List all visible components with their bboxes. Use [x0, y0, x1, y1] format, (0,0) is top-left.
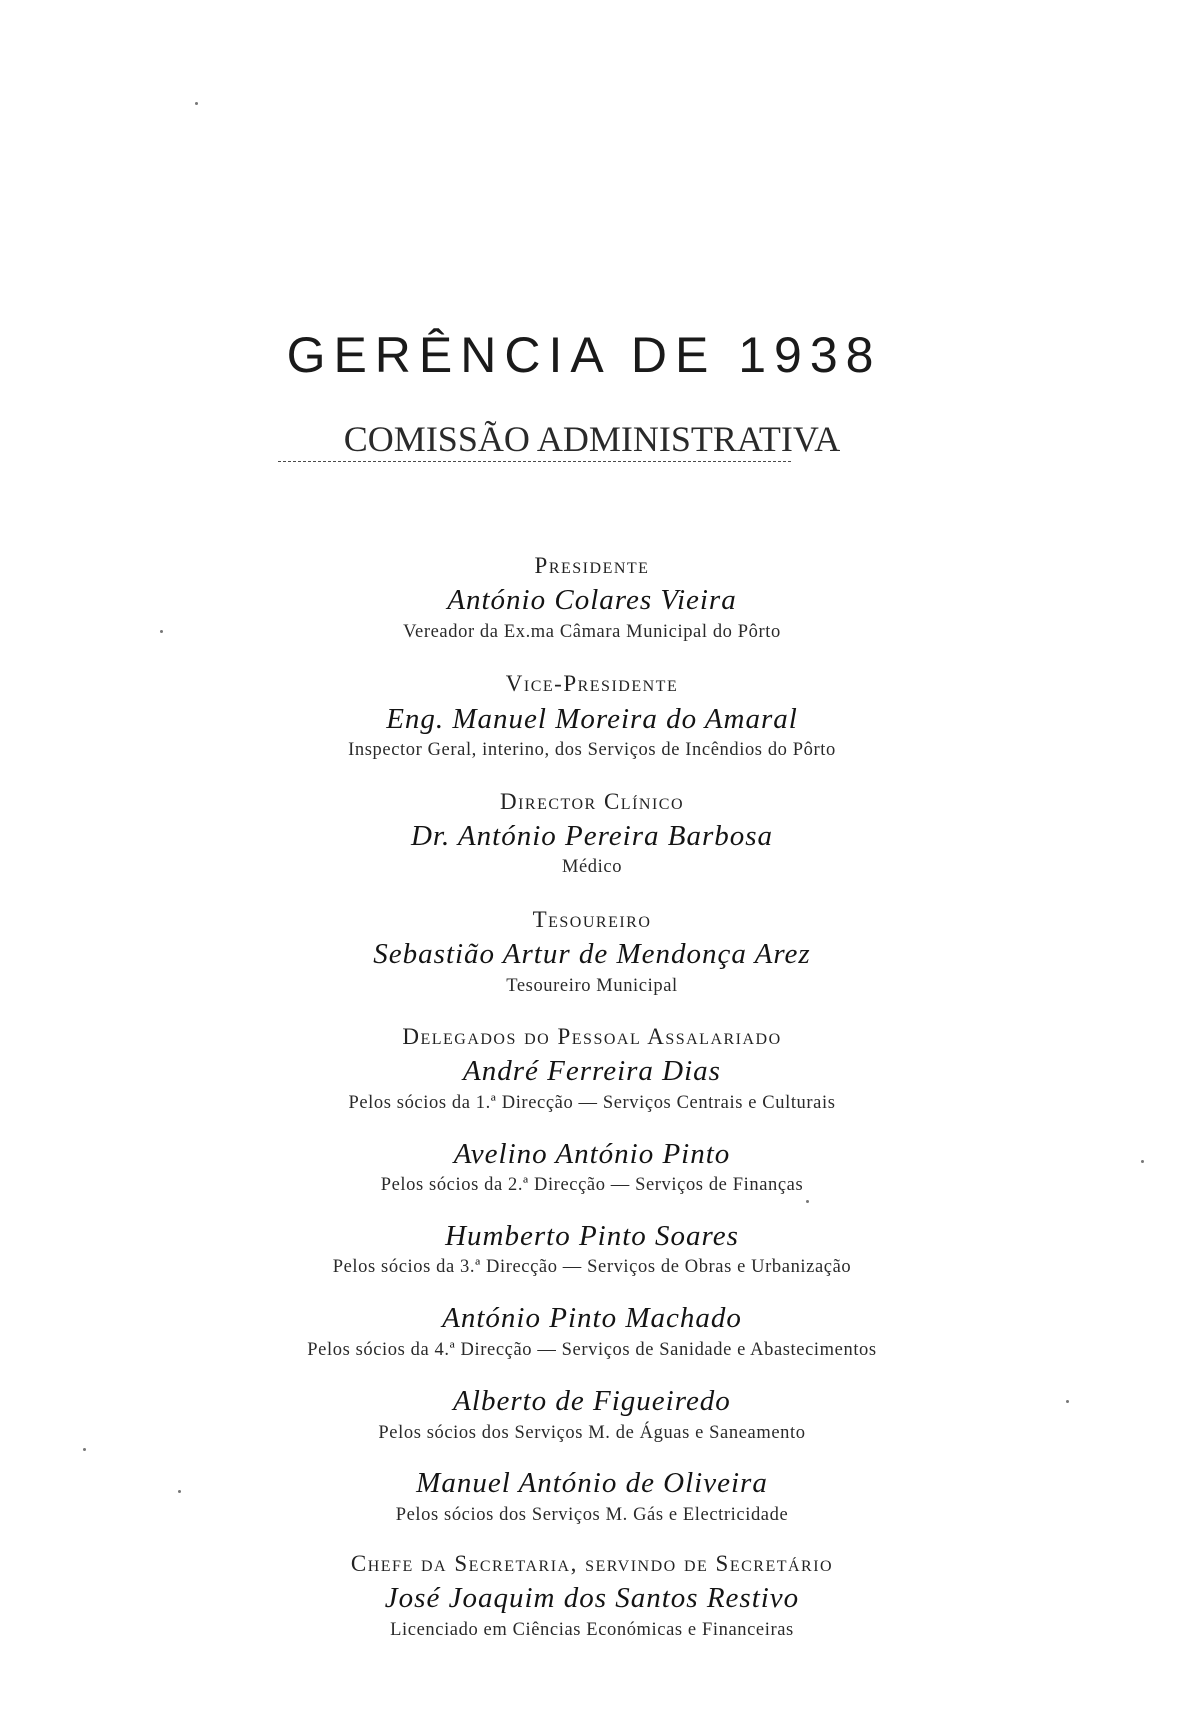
subtitle-underline [278, 461, 791, 462]
name-vice-presidente: Eng. Manuel Moreira do Amaral [386, 703, 798, 735]
desc-tesoureiro: Tesoureiro Municipal [506, 976, 678, 996]
scan-speck [178, 1490, 181, 1493]
name-presidente: António Colares Vieira [447, 584, 737, 616]
page-subtitle: COMISSÃO ADMINISTRATIVA [343, 419, 841, 459]
name-delegado-2: Avelino António Pinto [453, 1138, 731, 1170]
desc-presidente: Vereador da Ex.ma Câmara Municipal do Pôrto [403, 622, 781, 642]
name-tesoureiro: Sebastião Artur de Mendonça Arez [373, 938, 811, 970]
desc-delegado-5: Pelos sócios dos Serviços M. de Águas e Saneamento [378, 1423, 806, 1443]
name-director-clinico: Dr. António Pereira Barbosa [410, 820, 774, 852]
scan-speck [1066, 1400, 1069, 1403]
role-tesoureiro: Tesoureiro [532, 907, 652, 932]
desc-director-clinico: Médico [561, 857, 623, 877]
role-presidente: Presidente [534, 553, 650, 578]
desc-delegado-1: Pelos sócios da 1.ª Direcção — Serviços Centrais e Culturais [348, 1093, 836, 1113]
role-director-clinico: Director Clínico [499, 789, 685, 814]
name-delegado-4: António Pinto Machado [442, 1302, 742, 1334]
scan-speck [1141, 1160, 1144, 1163]
scan-speck [160, 630, 163, 633]
role-vice-presidente: Vice-Presidente [505, 671, 679, 696]
name-delegado-1: André Ferreira Dias [463, 1055, 721, 1087]
name-delegado-5: Alberto de Figueiredo [453, 1385, 731, 1417]
page-title: GERÊNCIA DE 1938 [286, 327, 882, 383]
desc-vice-presidente: Inspector Geral, interino, dos Serviços de Incêndios do Pôrto [348, 740, 836, 760]
role-delegados: Delegados do Pessoal Assalariado [402, 1024, 782, 1049]
desc-delegado-2: Pelos sócios da 2.ª Direcção — Serviços de Finanças [380, 1175, 804, 1195]
name-delegado-6: Manuel António de Oliveira [416, 1467, 768, 1499]
role-chefe-secretaria: Chefe da Secretaria, servindo de Secretário [350, 1551, 834, 1576]
desc-delegado-3: Pelos sócios da 3.ª Direcção — Serviços de Obras e Urbanização [332, 1257, 852, 1277]
desc-delegado-6: Pelos sócios dos Serviços M. Gás e Electricidade [395, 1505, 789, 1525]
scan-speck [806, 1200, 809, 1203]
desc-delegado-4: Pelos sócios da 4.ª Direcção — Serviços de Sanidade e Abastecimentos [307, 1340, 877, 1360]
scan-speck [195, 102, 198, 105]
scan-speck [83, 1448, 86, 1451]
desc-chefe-secretaria: Licenciado em Ciências Económicas e Financeiras [390, 1620, 794, 1640]
name-delegado-3: Humberto Pinto Soares [445, 1220, 739, 1252]
name-chefe-secretaria: José Joaquim dos Santos Restivo [384, 1582, 800, 1614]
